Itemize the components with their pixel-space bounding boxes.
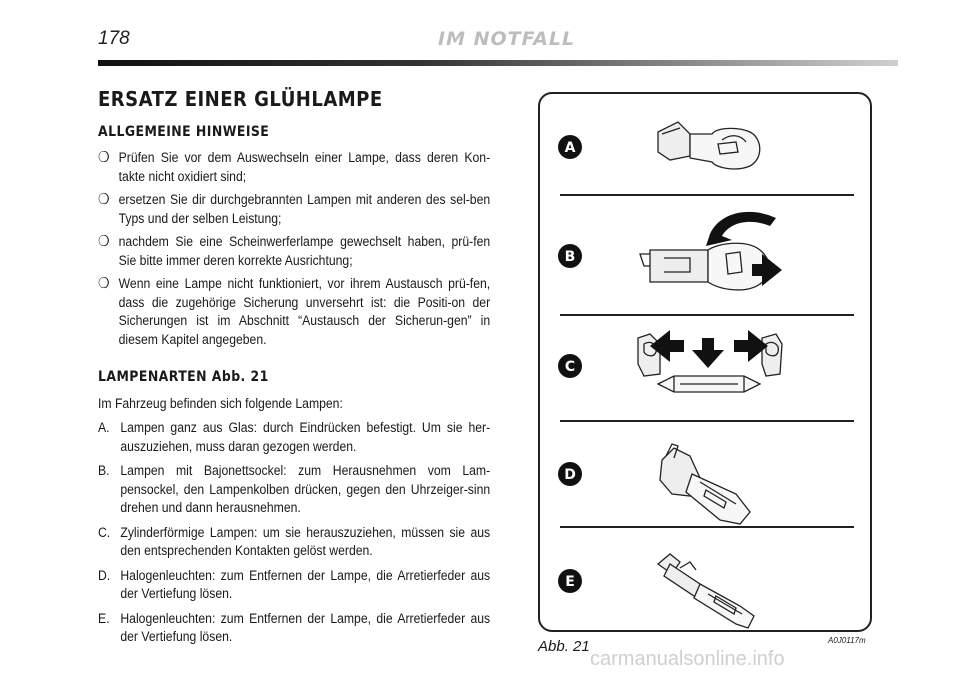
- label-e: E: [565, 574, 575, 590]
- badge-c: [558, 354, 582, 378]
- bullet-text: Prüfen Sie vor dem Auswechseln einer Lampe, dass deren Kon-takte nicht oxidiert sind;: [118, 150, 491, 185]
- bullet-icon: ❍: [98, 275, 110, 292]
- list-item: [98, 462, 490, 518]
- header-rule: [98, 60, 898, 66]
- badge-d: [558, 462, 582, 486]
- item-key: A.: [98, 420, 110, 436]
- list-item: [98, 567, 490, 604]
- list-item: [98, 524, 490, 561]
- bullet-icon: ❍: [98, 233, 110, 250]
- text-column: [98, 87, 491, 653]
- list-item: [98, 233, 490, 270]
- figure-code: A0J0117m: [828, 636, 866, 645]
- page-number: 178: [98, 28, 130, 49]
- item-text: Halogenleuchten: zum Entfernen der Lampe, die Arretierfeder aus der Vertiefung lösen.: [120, 610, 491, 645]
- bullet-text: nachdem Sie eine Scheinwerferlampe gewechselt haben, prü-fen Sie bitte immer deren korrekte Ausrichtung;: [118, 234, 491, 269]
- item-text: Zylinderförmige Lampen: um sie herauszuziehen, müssen sie aus den entsprechenden Kontakten gelöst werden.: [120, 524, 491, 559]
- bayonet-bulb-icon: [640, 243, 769, 290]
- figure-panel: [538, 92, 872, 632]
- chapter-title: IM NOTFALL: [438, 28, 576, 50]
- item-text: Halogenleuchten: zum Entfernen der Lampe, die Arretierfeder aus der Vertiefung lösen.: [120, 567, 491, 602]
- intro-text: Im Fahrzeug befinden sich folgende Lampen:: [98, 395, 343, 412]
- list-item: [98, 419, 490, 456]
- arrow-down-icon: [692, 338, 724, 368]
- section-heading-general: ALLGEMEINE HINWEISE: [98, 123, 270, 140]
- item-text: Lampen mit Bajonettsockel: zum Herausnehmen vom Lam-pensockel, den Lampenkolben drücken, gegen den Uhrzeiger-sinn drehen und dann herausnehmen.: [120, 463, 491, 516]
- list-item: [98, 149, 490, 186]
- badge-e: [558, 569, 582, 593]
- item-key: E.: [98, 610, 110, 627]
- item-text: Lampen ganz aus Glas: durch Eindrücken befestigt. Um sie her-auszuziehen, muss daran gezogen werden.: [120, 420, 491, 455]
- list-item: [98, 191, 490, 228]
- label-b: B: [564, 249, 576, 265]
- item-key: D.: [98, 567, 111, 584]
- figure-caption: Abb. 21: [538, 638, 590, 655]
- section-heading-lamp-types: LAMPENARTEN Abb. 21: [98, 369, 269, 385]
- wedge-bulb-icon: [658, 122, 760, 169]
- page-title: ERSATZ EINER GLÜHLAMPE: [98, 87, 383, 111]
- bullet-icon: ❍: [98, 191, 110, 208]
- rotate-arrow-icon: [706, 212, 776, 246]
- badge-a: [558, 135, 582, 159]
- halogen-bulb-d-icon: [660, 444, 750, 524]
- item-key: C.: [98, 524, 111, 541]
- label-c: C: [564, 359, 576, 375]
- bullet-icon: ❍: [98, 149, 110, 166]
- bullet-text: Wenn eine Lampe nicht funktioniert, vor ihrem Austausch prü-fen, dass die zugehörige Sicherung unversehrt ist: die Positi-on der Sicherungen ist im Abschnitt “Austausch der Sicherun-gen” in diesem Kapitel angegeben.: [118, 276, 491, 348]
- list-item: [98, 610, 490, 647]
- label-d: D: [564, 467, 576, 483]
- bullet-text: ersetzen Sie dir durchgebrannten Lampen mit anderen des sel-ben Typs und der selben Leistung;: [118, 192, 491, 227]
- watermark: carmanualsonline.info: [590, 648, 785, 670]
- label-a: A: [564, 140, 576, 156]
- lamp-illustrations: [540, 94, 874, 634]
- list-item: [98, 275, 490, 349]
- halogen-bulb-e-icon: [658, 554, 754, 628]
- badge-b: [558, 244, 582, 268]
- item-key: B.: [98, 463, 110, 479]
